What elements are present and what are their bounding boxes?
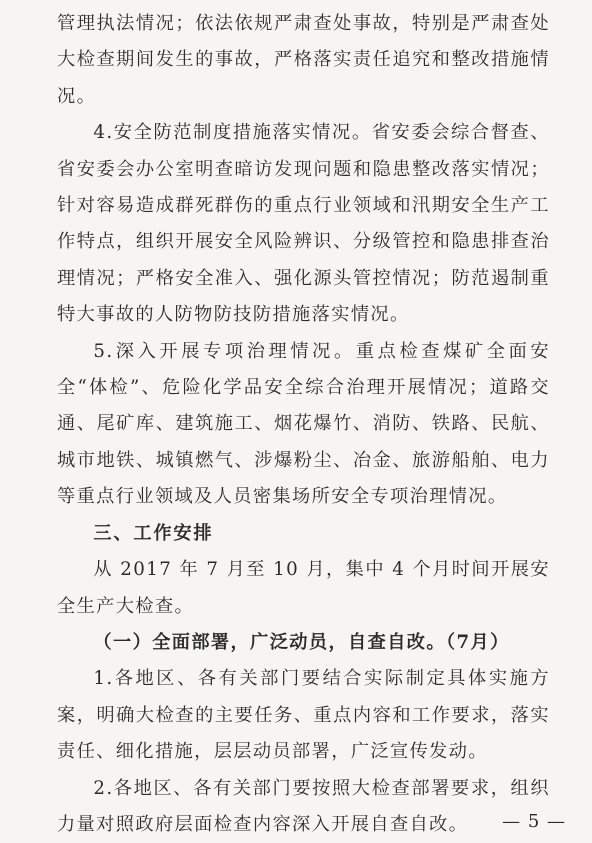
paragraph-item-4: 4.安全防范制度措施落实情况。省安委会综合督查、省安委会办公室明查暗访发现问题和隐患整改落实情况；针对容易造成群死群伤的重点行业领域和汛期安全生产工作特点，组织开展安全风险辨识、分级管控和隐患排查治理情况；严格安全准入、强化源头管控情况；防范遏制重特大事故的人防物防技防措施落实情况。 <box>57 122 550 326</box>
paragraph-item-5: 5.深入开展专项治理情况。重点检查煤矿全面安全“体检”、危险化学品安全综合治理开展情况；道路交通、尾矿库、建筑施工、烟花爆竹、消防、铁路、民航、城市地铁、城镇燃气、涉爆粉尘、冶金、旅游船舶、电力等重点行业领域及人员密集场所安全专项治理情况。 <box>57 340 550 508</box>
page-number: — 5 — <box>502 811 566 832</box>
paragraph-continuation: 管理执法情况；依法依规严肃查处事故，特别是严肃查处大检查期间发生的事故，严格落实责任追究和整改措施情况。 <box>57 13 550 107</box>
paragraph-schedule: 从 2017 年 7 月至 10 月，集中 4 个月时间开展安全生产大检查。 <box>57 559 550 617</box>
paragraph-phase-1-item-1: 1.各地区、各有关部门要结合实际制定具体实施方案，明确大检查的主要任务、重点内容和工作要求，落实责任、细化措施，层层动员部署，广泛宣传发动。 <box>57 668 550 763</box>
subheading-phase-1: （一）全面部署，广泛动员，自查自改。（7月） <box>93 631 510 653</box>
section-heading-work-arrangement: 三、工作安排 <box>93 522 214 544</box>
paragraph-phase-1-item-2: 2.各地区、各有关部门要按照大检查部署要求，组织力量对照政府层面检查内容深入开展自查自改。 <box>57 777 550 835</box>
